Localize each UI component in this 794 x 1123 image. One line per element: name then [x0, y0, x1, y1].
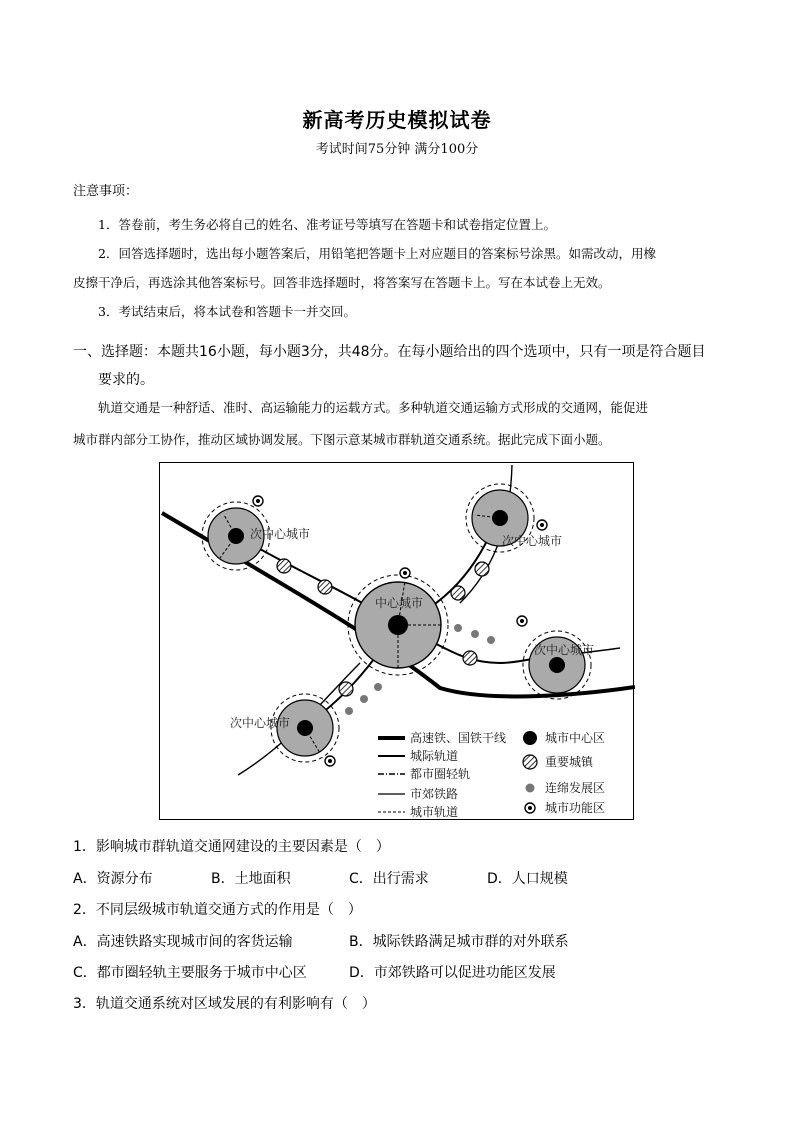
notes-heading: 注意事项： [73, 184, 139, 199]
legend-light-rail: 都市圈轻轨 [410, 767, 471, 781]
question-2-stem: 2．不同层级城市轨道交通方式的作用是（ ） [73, 902, 362, 918]
legend-important-town: 重要城镇 [545, 755, 594, 769]
legend-suburban: 市郊铁路 [410, 787, 459, 801]
section-heading: 一、选择题：本题共16小题，每小题3分，共48分。在每小题给出的四个选项中，只有一项是符合题目 [73, 344, 706, 360]
question-2-option-a[interactable]: A．高速铁路实现城市间的客货运输 [73, 934, 293, 950]
legend-function-area: 城市功能区 [545, 801, 606, 815]
exam-info: 考试时间75分钟 满分100分 [315, 142, 479, 157]
legend-right [523, 730, 605, 815]
question-2-option-d[interactable]: D．市郊铁路可以促进功能区发展 [349, 965, 556, 981]
legend-urban-rail: 城市轨道 [410, 805, 459, 819]
label-center-city: 中心城市 [375, 596, 424, 610]
note-item-3: 3．考试结束后，将本试卷和答题卡一并交回。 [98, 304, 356, 319]
sub-city-e [517, 616, 591, 699]
note-item-2-cont: 皮擦干净后，再选涂其他答案标号。回答非选择题时，将答案写在答题卡上。写在本试卷上无效。 [73, 275, 611, 290]
legend-high-speed: 高速铁、国铁干线 [410, 731, 507, 745]
rail-network-map [160, 463, 635, 821]
passage-line-1: 轨道交通是一种舒适、准时、高运输能力的运载方式。多种轨道交通运输方式形成的交通网，能促进 [98, 400, 649, 415]
question-1-stem: 1．影响城市群轨道交通网建设的主要因素是（ ） [73, 839, 390, 855]
label-sub-city-e: 次中心城市 [534, 643, 595, 657]
question-1-option-c[interactable]: C．出行需求 [349, 871, 429, 887]
question-1-option-b[interactable]: B．土地面积 [211, 871, 291, 887]
label-sub-city-nw: 次中心城市 [250, 527, 311, 541]
note-item-1: 1．答卷前，考生务必将自己的姓名、准考证号等填写在答题卡和试卷指定位置上。 [98, 217, 556, 232]
question-1-option-a[interactable]: A．资源分布 [73, 871, 153, 887]
rail-network-figure [159, 462, 634, 820]
legend-intercity: 城际轨道 [410, 749, 459, 763]
question-2-option-c[interactable]: C．都市圈轻轨主要服务于城市中心区 [73, 965, 307, 981]
note-item-2: 2．回答选择题时，选出每小题答案后，用铅笔把答题卡上对应题目的答案标号涂黑。如需改动，用橡 [98, 246, 656, 261]
legend-continuous-area: 连绵发展区 [545, 781, 606, 795]
question-3-stem: 3．轨道交通系统对区域发展的有利影响有（ ） [73, 996, 376, 1012]
center-city [348, 568, 448, 675]
sub-city-sw [271, 694, 339, 766]
legend-left [378, 730, 506, 819]
page-title: 新高考历史模拟试卷 [302, 108, 492, 132]
label-sub-city-ne: 次中心城市 [502, 534, 563, 548]
section-heading-cont: 要求的。 [98, 372, 154, 388]
question-1-option-d[interactable]: D．人口规模 [487, 871, 568, 887]
passage-line-2: 城市群内部分工协作，推动区域协调发展。下图示意某城市群轨道交通系统。据此完成下面小题。 [73, 432, 611, 447]
legend-city-center: 城市中心区 [545, 731, 606, 745]
question-2-option-b[interactable]: B．城际铁路满足城市群的对外联系 [349, 934, 569, 950]
label-sub-city-sw: 次中心城市 [230, 716, 291, 730]
